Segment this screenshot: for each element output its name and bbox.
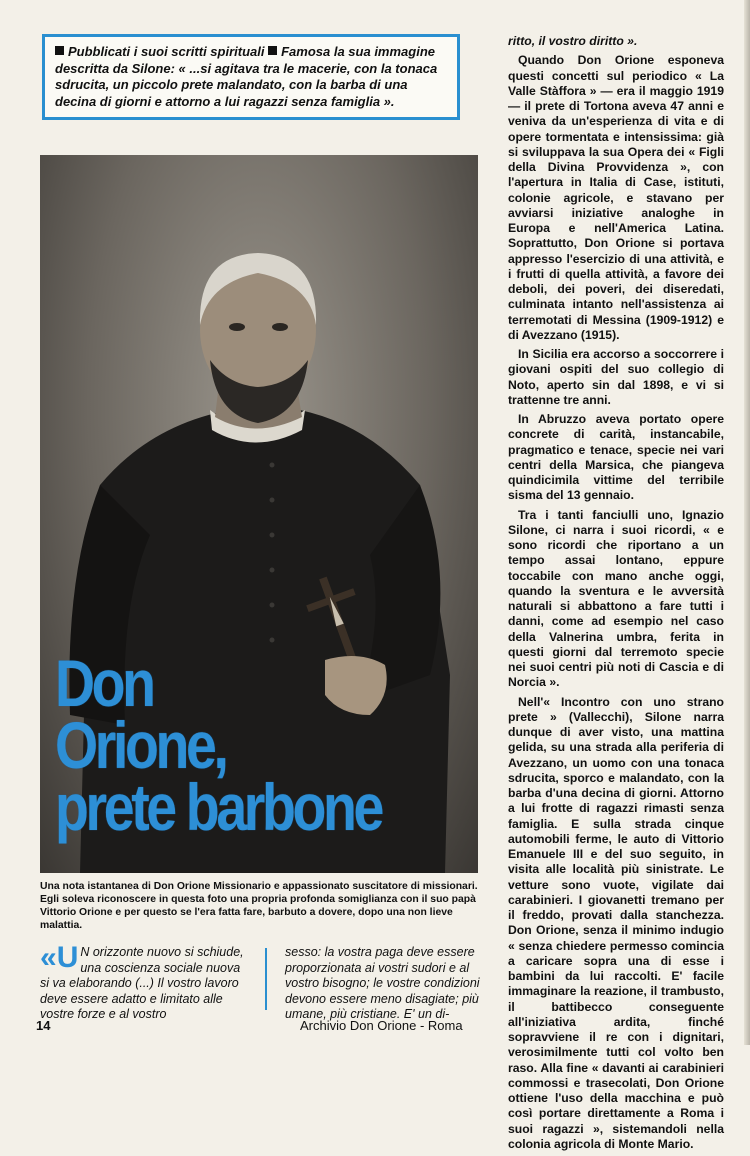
photo-caption: Una nota istantanea di Don Orione Missionario e appassionato suscitatore di missionari. Egli soleva riconoscere in questa foto una propria profonda somiglianza con il suo papà Vittorio Orione e per questo se l'era fatta fare, barbuto a dovere, dopo una non lieve malattia. <box>40 881 478 931</box>
intro-column-2: sesso: la vostra paga deve essere proporzionata ai vostri sudori e al vostro bisogno; le vostre condizioni devono essere meno disagiate; più umane, più cristiane. E' un di- <box>285 945 480 1022</box>
paragraph: ritto, il vostro diritto ». <box>508 34 638 48</box>
headline-line-1: Don <box>55 646 153 720</box>
paragraph: Nell'« Incontro con uno strano prete » (Vallecchi), Silone narra dunque di aver visto, una mattina gelida, su una strada alla periferia di Avezzano, un uomo con una tonaca sdrucita, sporco e malandato, con la barba d'una decina di giorni. Attorno a lui frotte di ragazzi rimasti senza famiglia. E sulla strada cinque automobili ferme, le auto di Vittorio Emanuele III e del suo seguito, in visita alle località più sinistrate. Le vetture sono vuote, vigilate dai carabinieri. I giovanetti tremano per il freddo, provati dalla stanchezza. Don Orione, senza il minimo indugio « senza chiedere permesso comincia a caricare sopra una di esse i bambini da lui raccolti. E' facile immaginare la reazione, il trambusto, il battibecco conseguente all'iniziativa ardita, finché sopravviene il re con i dignitari, verosimilmente tutti col volto ben raso. Alla fine « davanti ai carabinieri commossi e trasecolati, Don Orione ottiene l'uso della macchina e può così portare direttamente a Roma i suoi ragazzi », sistemandoli nella colonia agricola di Monte Mario. <box>508 694 724 1151</box>
paragraph: In Sicilia era accorso a soccorrere i giovani ospiti del suo collegio di Noto, aperto sin dal 1898, e vi si trattenne tre anni. <box>508 347 724 407</box>
paragraph: Quando Don Orione esponeva questi concetti sul periodico « La Valle Stàffora » — era il maggio 1919 — il prete di Tortona aveva 47 anni e veniva da un'esperienza di vita e di opere tormentata e intensissima: già si sviluppava la sua Opera dei « Figli della Divina Provvidenza », con l'apertura in Italia di Case, istituti, colonie agricole, e stavano per avviarsi iniziative analoghe in Europa e nell'America Latina. Soprattutto, Don Orione si portava appresso l'esercizio di una attività, e i frutti di quella attività, a favore dei deboli, dei poveri, dei diseredati, culminata intanto nell'assistenza ai terremotati di Messina (1909-1912) e di Avezzano (1915). <box>508 53 724 342</box>
summary-box <box>42 34 460 120</box>
headline-line-3: prete barbone <box>55 770 381 844</box>
column-divider <box>265 948 267 1010</box>
paragraph: In Abruzzo aveva portato opere concrete di carità, instancabile, pragmatico e tenace, specie nei vari centri della Marsica, che piangeva quindicimila vittime del terribile sisma del 13 gennaio. <box>508 412 724 503</box>
paragraph: Tra i tanti fanciulli uno, Ignazio Silone, ci narra i suoi ricordi, « e sono ricordi che riportano a un tempo assai lontano, eppure toccabile con mano anche oggi, quando la sventura e le avversità naturali si abbattono a fare tutti i danni, come ad esempio nel caso della Valnerina umbra, ferita in questi giorni dal terremoto specie nei suoi centri più noti di Cascia e di Norcia ». <box>508 507 724 690</box>
page-edge <box>744 0 750 1045</box>
opening-quote-mark: «U <box>40 941 79 974</box>
bullet-square-icon <box>268 46 277 55</box>
page-number: 14 <box>36 1018 51 1033</box>
summary-part-1: Pubblicati i suoi scritti spirituali <box>68 44 265 59</box>
archive-credit: Archivio Don Orione - Roma <box>300 1018 463 1033</box>
right-text-column <box>508 34 724 1156</box>
article-headline <box>55 646 391 844</box>
headline-line-2: Orione, <box>55 708 226 782</box>
intro-column-1 <box>40 941 250 1023</box>
intro-text-1: N orizzonte nuovo si schiude, una coscienza sociale nuova si va elaborando (...) Il vostro lavoro deve essere adatto e limitato alle vostre forze e al vostro <box>40 945 244 1022</box>
bullet-square-icon <box>55 46 64 55</box>
summary-part-2: Famosa la sua immagine descritta da Silone: « ...si agitava tra le macerie, con la tonaca sdrucita, un piccolo prete malandato, con la barba di una decina di giorni e attorno a lui ragazzi senza famiglia ». <box>55 44 438 109</box>
drop-cap: U <box>56 941 79 974</box>
